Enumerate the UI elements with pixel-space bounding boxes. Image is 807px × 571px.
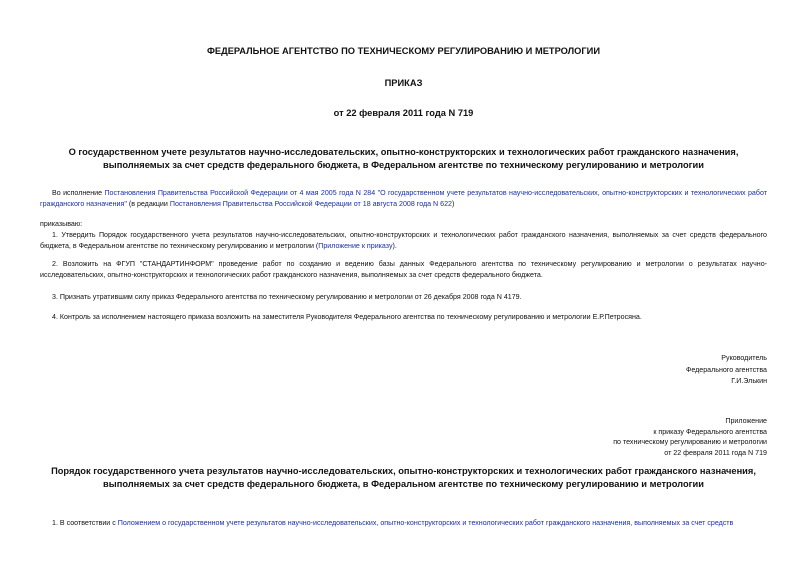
appendix-ref-1: к приказу Федерального агентства [653, 427, 767, 436]
document-page [40, 0, 767, 571]
appendix-ref-3: от 22 февраля 2011 года N 719 [664, 448, 767, 457]
item1-text-after: ). [392, 241, 397, 250]
order-title: О государственном учете результатов научно-исследовательских, опытно-конструкторских и технологических работ гражданского назначения, выполняемых за счет средств федерального бюджета, в Федеральном агентстве по техническому регулированию и метрологии [68, 147, 739, 170]
order-item-2: 2. Возложить на ФГУП "СТАНДАРТИНФОРМ" проведение работ по созданию и ведению базы данных Федерального агентства по техническому регулированию и метрологии о результатах научно-исследовательских, опытно-конструкторских и технологических работ гражданского назначения, выполняемых за счет средств федерального бюджета. [40, 260, 767, 279]
intro-text-before: Во исполнение [52, 189, 105, 197]
agency-heading: ФЕДЕРАЛЬНОЕ АГЕНТСТВО ПО ТЕХНИЧЕСКОМУ РЕГУЛИРОВАНИЮ И МЕТРОЛОГИИ [206, 46, 601, 56]
order-item-1 [40, 230, 767, 251]
intro-text-after: ) [451, 199, 455, 208]
decree-622-link[interactable]: Постановления Правительства Российской Федерации от 18 августа 2008 года N 622 [169, 199, 452, 208]
order-item-4: 4. Контроль за исполнением настоящего приказа возложить на заместителя Руководителя Федерального агентства по техническому регулированию и метрологии Е.Р.Петросяна. [52, 313, 642, 321]
signature-name: Г.И.Элькин [731, 377, 767, 385]
procedure-item-1 [40, 518, 767, 529]
signature-position: Руководитель [721, 354, 767, 362]
appendix-header [613, 416, 767, 458]
prikazyvayu-label: приказываю: [40, 220, 83, 228]
procedure-title: Порядок государственного учета результатов научно-исследовательских, опытно-конструкторских и технологических работ гражданского назначения, выполняемых за счет средств федерального бюджета, в Федеральном агентстве по техническому регулированию и метрологии [51, 466, 756, 489]
decree-284-link[interactable]: Постановления Правительства Российской Федерации от 4 мая 2005 года N 284 "О государственном учете результатов научно-исследовательских, опытно-конструкторских и технологических работ гражданского назначения" [40, 189, 767, 208]
order-date: от 22 февраля 2011 года N 719 [333, 108, 474, 118]
item1-text: 1. Утвердить Порядок государственного учета результатов научно-исследовательских, опытно-конструкторских и технологических работ гражданского назначения, выполняемых за счет средств федерального бюджета, в Федеральном агентстве по техническому регулированию и метрологии ( [40, 231, 767, 250]
order-item-3: 3. Признать утратившим силу приказ Федерального агентства по техническому регулированию и метрологии от 26 декабря 2008 года N 4179. [52, 293, 522, 301]
appendix-link[interactable]: Приложение к приказу [318, 241, 393, 250]
procedure-item1-text: 1. В соответствии с [52, 519, 118, 527]
regulation-link[interactable]: Положением о государственном учете результатов научно-исследовательских, опытно-конструкторских и технологических работ гражданского назначения, выполняемых за счет средств [117, 519, 734, 527]
order-heading: ПРИКАЗ [384, 78, 423, 88]
intro-text-mid: (в редакции [126, 199, 170, 208]
appendix-ref-2: по техническому регулированию и метрологии [613, 438, 767, 446]
intro-paragraph [40, 188, 767, 209]
signature-agency: Федерального агентства [685, 365, 767, 374]
signature-block [686, 353, 767, 388]
appendix-label: Приложение [725, 417, 767, 425]
